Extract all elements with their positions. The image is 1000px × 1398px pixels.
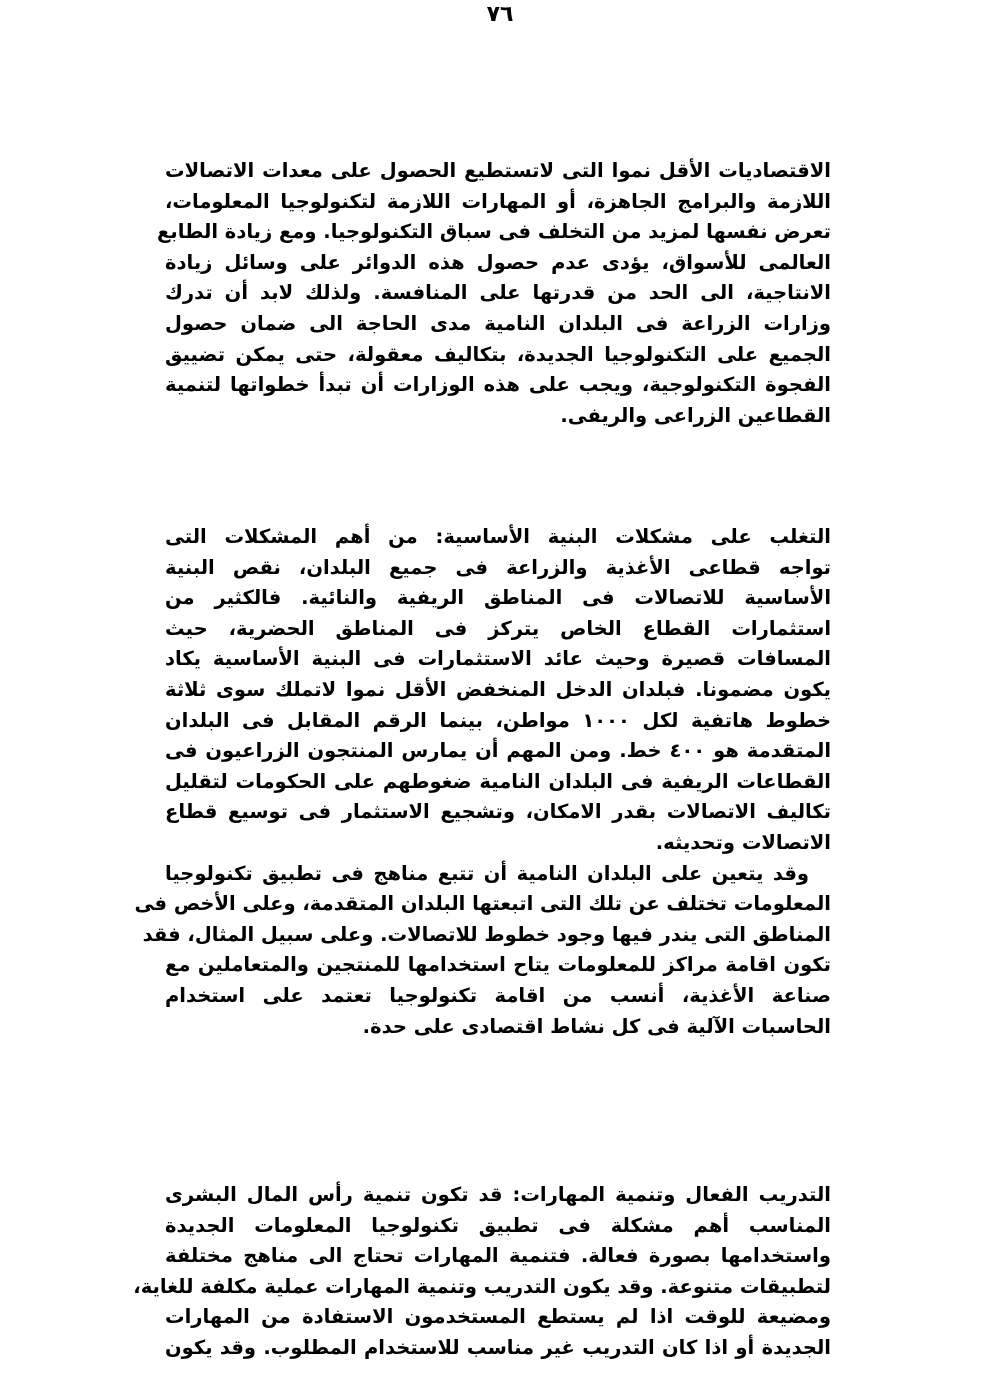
text-line: تكاليف الاتصالات بقدر الامكان، وتشجيع الاستثمار فى توسيع قطاع	[165, 800, 831, 824]
text-line: الانتاجية، الى الحد من قدرتها على المنافسة. ولذلك لابد أن تدرك	[165, 281, 831, 305]
text-line: العالمى للأسواق، يؤدى عدم حصول هذه الدوائر على وسائل زيادة	[165, 250, 831, 274]
section-heading-line	[165, 522, 831, 553]
text-line: الاتصالات وتحديثه.	[655, 830, 831, 854]
text-line: تواجه قطاعى الأغذية والزراعة فى جميع البلدان، نقص البنية	[165, 555, 831, 579]
text-run: من أهم المشكلات التى	[165, 525, 436, 548]
text-line: ومضيعة للوقت اذا لم يستطع المستخدمون الاستفادة من المهارات	[165, 1305, 831, 1329]
text-line: المعلومات تختلف عن تلك التى اتبعتها البلدان المتقدمة، وعلى الأخص فى	[134, 892, 831, 916]
text-line: خطوط هاتفية لكل ١٠٠٠ مواطن، بينما الرقم المقابل فى البلدان	[165, 708, 831, 732]
text-line: وزارات الزراعة فى البلدان النامية مدى الحاجة الى ضمان حصول	[165, 311, 831, 335]
text-line: يكون مضمونا. فبلدان الدخل المنخفض الأقل نموا لاتملك سوى ثلاثة	[165, 677, 831, 701]
page-number: ٧٦	[486, 2, 514, 27]
text-line: الجديدة أو اذا كان التدريب غير مناسب للاستخدام المطلوب. وقد يكون	[165, 1335, 831, 1359]
text-line: الأساسية للاتصالات فى المناطق الريفية والنائية. فالكثير من	[165, 586, 831, 610]
text-line: تعرض نفسها لمزيد من التخلف فى سباق التكنولوجيا. ومع زيادة الطابع	[157, 220, 831, 244]
text-line: تكون اقامة مراكز للمعلومات يتاح استخدامها للمنتجين والمتعاملين مع	[165, 953, 831, 977]
text-line: اللازمة والبرامج الجاهزة، أو المهارات اللازمة لتكنولوجيا المعلومات،	[165, 189, 831, 213]
text-line: المتقدمة هو ٤٠٠ خط. ومن المهم أن يمارس المنتجون الزراعيون فى	[165, 739, 832, 763]
text-line: المناسب أهم مشكلة فى تطبيق تكنولوجيا المعلومات الجديدة	[165, 1213, 831, 1237]
text-line: القطاعات الريفية فى البلدان النامية ضغوطهم على الحكومات لتقليل	[165, 769, 831, 793]
text-line: الاقتصاديات الأقل نموا التى لاتستطيع الحصول على معدات الاتصالات	[165, 159, 831, 182]
section-heading: التدريب الفعال وتنمية المهارات:	[512, 1183, 831, 1206]
text-line: الفجوة التكنولوجية، ويجب على هذه الوزارات أن تبدأ خطواتها لتنمية	[165, 373, 831, 397]
section-heading-line	[165, 1180, 831, 1211]
text-line: المناطق التى يندر فيها وجود خطوط للاتصالات. وعلى سبيل المثال، فقد	[142, 922, 831, 946]
paragraph-training	[133, 1180, 831, 1364]
text-line: المسافات قصيرة وحيث عائد الاستثمارات فى البنية الأساسية يكاد	[165, 647, 831, 671]
text-line: وقد يتعين على البلدان النامية أن تتبع مناهج فى تطبيق تكنولوجيا	[165, 861, 809, 885]
section-heading: التغلب على مشكلات البنية الأساسية:	[435, 525, 831, 548]
text-line: الجميع على التكنولوجيا الجديدة، بتكاليف معقولة، حتى يمكن تضييق	[165, 342, 831, 366]
text-line: استثمارات القطاع الخاص يتركز فى المناطق الحضرية، حيث	[165, 616, 831, 640]
text-line: لتطبيقات متنوعة. وقد يكون التدريب وتنمية المهارات عملية مكلفة للغاية،	[133, 1274, 831, 1298]
text-run: قد تكون تنمية رأس المال البشرى	[165, 1183, 513, 1206]
text-line: واستخدامها بصورة فعالة. فتنمية المهارات تحتاج الى مناهج مختلفة	[165, 1244, 831, 1268]
text-line: صناعة الأغذية، أنسب من اقامة تكنولوجيا تعتمد على استخدام	[165, 983, 831, 1007]
text-line: الحاسبات الآلية فى كل نشاط اقتصادى على حدة.	[362, 1014, 831, 1038]
paragraph-infrastructure	[134, 522, 832, 1042]
paragraph-1	[157, 156, 831, 431]
text-line: القطاعين الزراعى والريفى.	[560, 403, 831, 427]
